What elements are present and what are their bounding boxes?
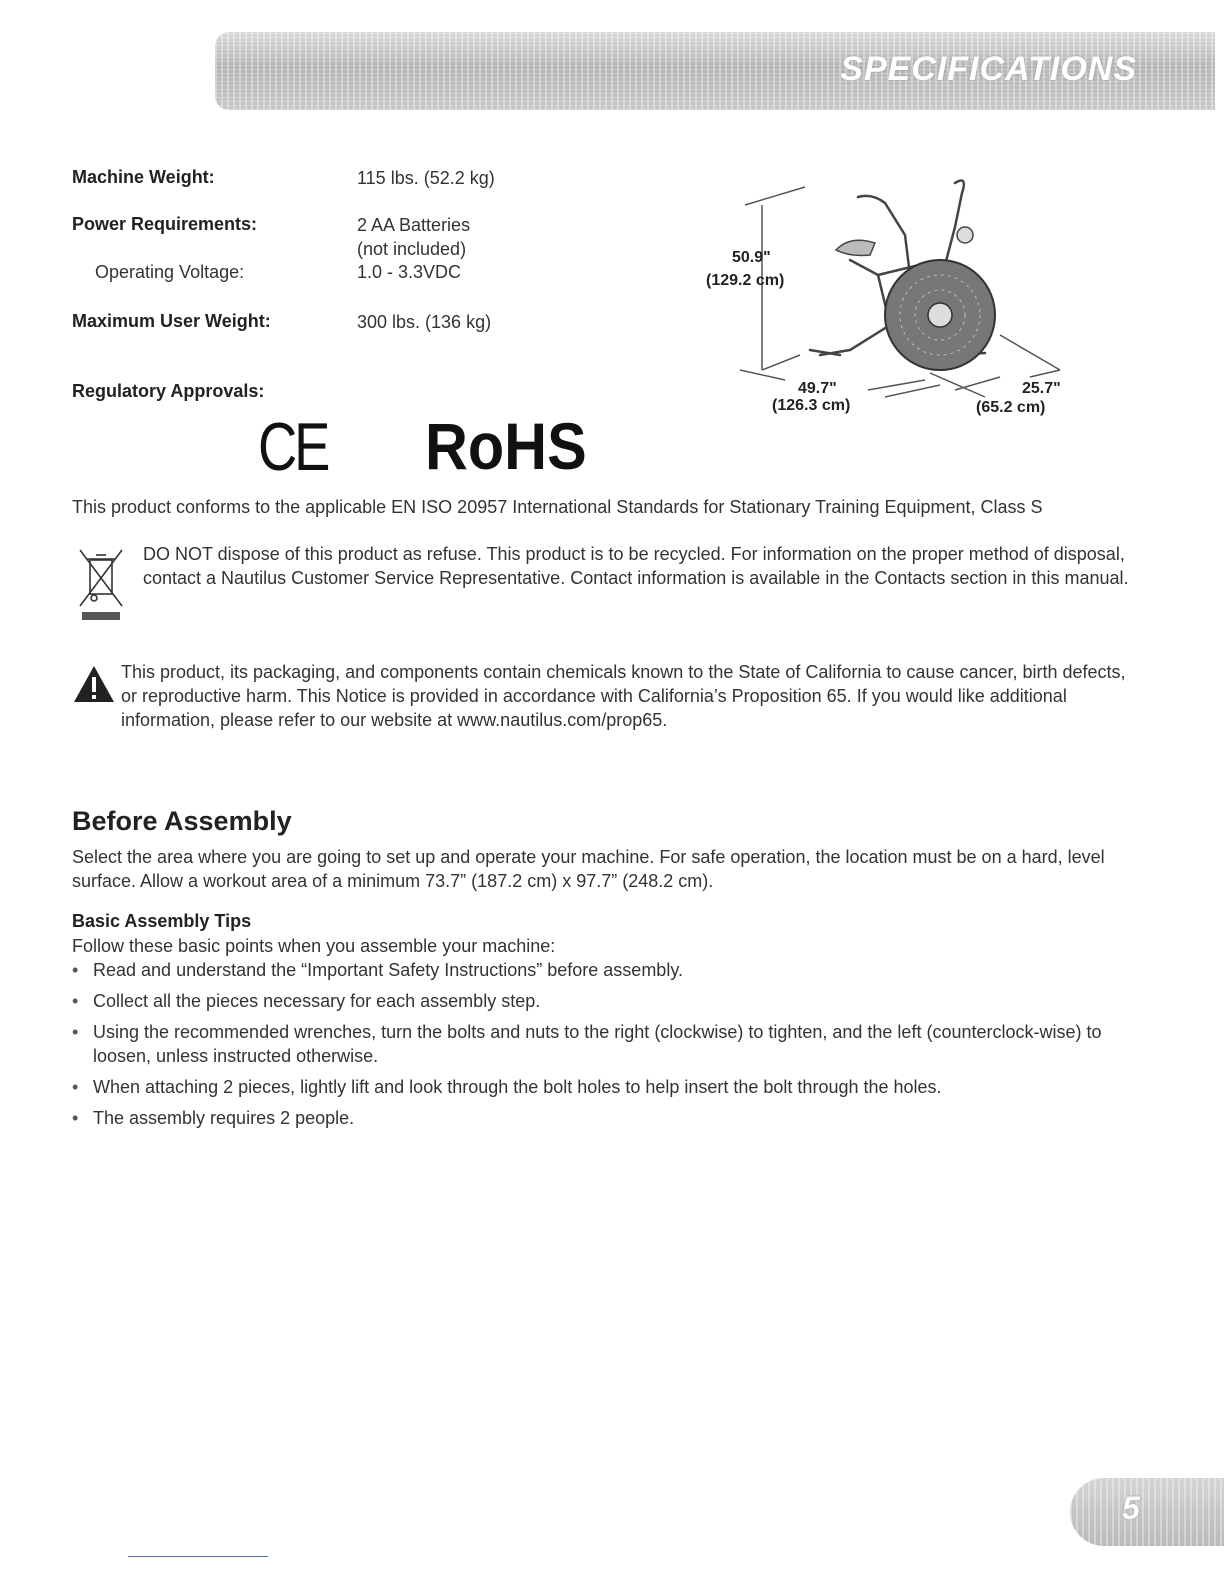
list-item: • The assembly requires 2 people. bbox=[72, 1108, 355, 1128]
height-in-label: 50.9" bbox=[732, 249, 771, 266]
width-in-label: 25.7" bbox=[1022, 380, 1061, 397]
list-item: • When attaching 2 pieces, lightly lift and look through the bolt holes to help insert the bolt through the holes. bbox=[72, 1077, 942, 1097]
height-cm-label: (129.2 cm) bbox=[706, 272, 785, 289]
header-banner bbox=[215, 32, 1215, 110]
power-requirements-label: Power Requirements: bbox=[72, 214, 258, 234]
power-value-line1: 2 AA Batteries bbox=[357, 215, 471, 235]
length-cm-label: (126.3 cm) bbox=[772, 397, 851, 414]
operating-voltage-label: Operating Voltage: bbox=[95, 262, 245, 282]
regulatory-approvals-label: Regulatory Approvals: bbox=[72, 381, 265, 401]
max-user-weight-label: Maximum User Weight: bbox=[72, 311, 271, 331]
bike-dimension-diagram bbox=[700, 165, 1080, 425]
assembly-tips-intro: Follow these basic points when you assemble your machine: bbox=[72, 936, 556, 956]
bullet: • bbox=[72, 1108, 79, 1128]
assembly-tips-list bbox=[72, 958, 1152, 1137]
list-item: • Collect all the pieces necessary for each assembly step. bbox=[72, 991, 541, 1011]
prop65-notice: This product, its packaging, and components contain chemicals known to the State of California to cause cancer, birth defects, or reproductive harm. This Notice is provided in accordance with California’s Proposition 65. If you would like additional information, please refer to our website at www.nautilus.com/prop65. bbox=[121, 662, 1126, 730]
page-number: 5 bbox=[1122, 1490, 1140, 1526]
ce-mark-logo: CE bbox=[258, 409, 328, 485]
rohs-mark-logo: RoHS bbox=[425, 409, 587, 483]
machine-weight-label: Machine Weight: bbox=[72, 167, 215, 187]
max-user-weight-value: 300 lbs. (136 kg) bbox=[357, 312, 492, 332]
conformity-statement: This product conforms to the applicable EN ISO 20957 International Standards for Stationary Training Equipment, Class S bbox=[72, 497, 1043, 517]
assembly-tips-heading: Basic Assembly Tips bbox=[72, 911, 252, 931]
recycle-notice: DO NOT dispose of this product as refuse. This product is to be recycled. For information on the proper method of disposal, contact a Nautilus Customer Service Representative. Contact information is available in the Contacts section in this manual. bbox=[143, 544, 1129, 588]
crossed-bin-icon bbox=[78, 548, 124, 624]
before-assembly-heading: Before Assembly bbox=[72, 806, 292, 836]
page-number-tab bbox=[1070, 1478, 1224, 1546]
operating-voltage-value: 1.0 - 3.3VDC bbox=[357, 262, 462, 282]
list-item: • Read and understand the “Important Safety Instructions” before assembly. bbox=[72, 960, 683, 980]
before-assembly-text: Select the area where you are going to set up and operate your machine. For safe operation, the location must be on a hard, level surface. Allow a workout area of a minimum 73.7” (187.2 cm) x 97.7” (248.2 cm). bbox=[72, 847, 1105, 891]
machine-weight-value: 115 lbs. (52.2 kg) bbox=[357, 168, 495, 188]
list-item: • Using the recommended wrenches, turn the bolts and nuts to the right (clockwise) to tighten, and the left (counterclock-wise) to loosen, unless instructed otherwise. bbox=[72, 1022, 1102, 1066]
length-in-label: 49.7" bbox=[798, 380, 837, 397]
bullet: • bbox=[72, 960, 79, 980]
page-title: SPECIFICATIONS bbox=[840, 50, 1137, 88]
footer-divider bbox=[128, 1556, 268, 1557]
width-cm-label: (65.2 cm) bbox=[976, 399, 1046, 416]
bullet: • bbox=[72, 991, 79, 1011]
bullet: • bbox=[72, 1022, 79, 1042]
power-value-line2: (not included) bbox=[357, 239, 467, 259]
warning-icon bbox=[72, 664, 116, 704]
bullet: • bbox=[72, 1077, 79, 1097]
